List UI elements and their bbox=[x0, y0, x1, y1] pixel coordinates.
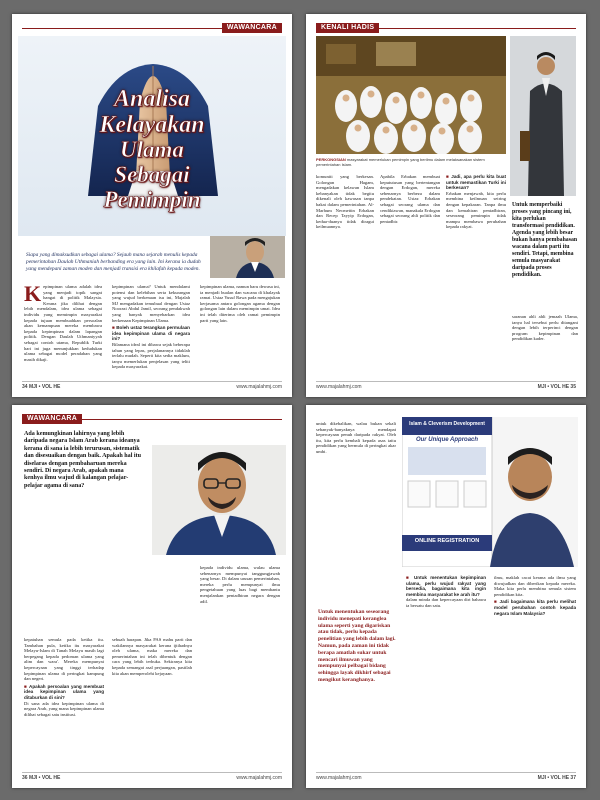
running-head: KENALI HADIS bbox=[316, 23, 379, 33]
classroom-scene-illustration bbox=[316, 36, 506, 154]
footer-url: www.majalahmj.com bbox=[316, 384, 362, 390]
pull-quote: Untuk memperbaiki proses yang pincang ini, kita perlukan transformasi pendidikan. Agenda yang lebih besar bukan hanya pembahasan wacana dalam parti itu sendiri. Tetapi, membina semula masyarakat daripada proses pendidikan. bbox=[512, 202, 578, 278]
body-text: Bilamana ideal ini dibawa sejak beberapa tahun yang lepas, perjalanannya tidaklah terlalu mudah. Seperti kita sedia maklum, ianya memerlukan penjelasan yang teliti kepada masyarakat. bbox=[112, 341, 190, 370]
magazine-page-2 bbox=[306, 14, 586, 397]
question-text: Jadi, apa perlu kita buat untuk memastikan Turki ini berkesan? bbox=[446, 174, 506, 191]
body-column-2 bbox=[112, 637, 192, 767]
online-registration-banner: ONLINE REGISTRATION bbox=[414, 538, 480, 544]
body-text: untuk dikebalikan, walau bukan sekali sebanyak-banyaknya mendapat kepercayaan penuh daripada rakyat. Oleh itu, kita perlu kembali kepada asas iaitu pendidikan yang bermula di peringkat akar umbi. bbox=[316, 421, 396, 454]
body-text: saranan ahli ahli jemaah Ulama, ianya hal tersebut perlu ditangani dengan lebih terperinci dengan program kepimpinan dan pendidikan kader. bbox=[512, 314, 578, 342]
body-column-2 bbox=[380, 174, 440, 379]
page-number: MJI • VOL HE 37 bbox=[537, 775, 576, 781]
body-text: kepada individu ulama, walau ulama sebenarnya mempunyai tanggungjawab yang besar. Di dalam urusan pemerintahan, mereka perlu mempunyai ilmu pengetahuan yang luas bagi membantu menjalankan pentadbiran negara dengan adil. bbox=[200, 565, 280, 604]
body-text: dalam minda dan kepercayaan diri bahawa ia bersatu dan satu. bbox=[406, 597, 486, 608]
body-column-3 bbox=[494, 575, 576, 767]
question-text: Apakah persoalan yang membuat idea kepimpinan ulama yang ditaburkan di sini? bbox=[24, 683, 104, 700]
body-text: ilmu, maklah cacat kerana ada ilmu yang diwujudkan dan diberikan kepada mereka. Maka kita perlu membina semula sistem pendidikan kita. bbox=[494, 575, 576, 597]
title-line-4: Sebagai bbox=[114, 162, 190, 187]
interview-question: ■ Jadi bagaimana kita perlu melihat model perubahan contoh kepada negara Islam Malaysia? bbox=[494, 599, 576, 616]
body-text: kepimpinan ulama? Untuk mendalami potensi dan kelebihan serta kekurangan yang wujud berkenaan isu ini, Majalah MJ mengadakan temubual dengan Ustaz Noorazi Abdul Jamil, seorang pendakwah yang banyak menyebarkan idea berkenaan Kepimpinan Ulama. bbox=[112, 284, 190, 323]
photo-caption bbox=[316, 157, 506, 167]
pull-quote: Untuk menentukan seseorang individu menepati keranglea ulama seperti yang digariskan atau tidak, perlu kepada penelitian yang lebih dalam lagi. Namun, pada zaman ini tidak berapa amatlah sukar untuk mencari ilmuwan yang mempunyai pelbagai bidang sehingga layak dikhirf sebagai mengikut keranghanya. bbox=[318, 609, 396, 683]
speaker-illustration bbox=[510, 36, 576, 196]
question-text: Untuk menentukan kepimpinan ulama, perlu wujud rakyat yang bersedia, bagaimana kita ingin membina masyarakat ke arah itu? bbox=[406, 575, 486, 597]
speaker-photo bbox=[510, 36, 576, 196]
body-text: kepatuhan semula pada ketika itu. Tambahan pula, ketika itu masyarakat Melayu-Islam di Tanah Melayu masih lagi berpegang kepada pedoman ulama yang alim dan wara'. Mereka mempunyai kepercayaan yang tinggi terhadap kepimpinan ulama di peringkat kampung dan negeri. bbox=[24, 637, 104, 682]
body-column-1 bbox=[316, 174, 374, 379]
caption-text: masyarakat memerlukan pemimpin yang berilmu dalam melaksanakan sistem pemerintahan Islam. bbox=[316, 157, 485, 167]
body-column-1 bbox=[24, 284, 102, 374]
interviewee-photo bbox=[152, 445, 286, 555]
header-rule bbox=[22, 28, 222, 29]
page-number: 36 MJI • VOL HE bbox=[22, 775, 61, 781]
page-footer bbox=[316, 381, 576, 391]
body-text: komuniti yang berkesan. Golongan Hagam, mengadakan kelawan Islam kebanyakan tidak begitu dikenali oleh kawasan tanpa bakat dalam pemerintahan. Al-Marhum Necmettin Erbakan dan Recep Tayyip Erdogan, kedua-duanya tidak diragui keilmuannya. bbox=[316, 174, 374, 230]
body-text: Erbakan menjawab, kita perlu membina keilmuan seiring dengan kepakaran. Tanpa ilmu dan kemahiran pentadbiran, seseorang pemimpin tidak mampu membawa perubahan kepada rakyat. bbox=[446, 190, 506, 230]
page-footer bbox=[22, 381, 282, 391]
page-number: 34 MJI • VOL HE bbox=[22, 384, 61, 390]
magazine-page-3 bbox=[12, 405, 292, 788]
man-portrait-illustration bbox=[210, 236, 285, 278]
body-column-2 bbox=[406, 575, 486, 767]
title-line-3: Ulama bbox=[120, 137, 184, 162]
classroom-photo bbox=[316, 36, 506, 154]
body-text: kepimpinan ulama, namun baru dewasa ini, ia menjadi bualan dan wacana di khalayak ramai. Ustaz Yusuf Rawa pada mengajukan kerjasama antara golongan agama dengan golongan lain dalam memimpin umat. Idea ini telah diterima oleh ramai pemimpin parti yang lain. bbox=[200, 284, 280, 323]
man-with-glasses-illustration bbox=[152, 445, 286, 555]
footer-url: www.majalahmj.com bbox=[316, 775, 362, 781]
interview-question: ■ Boleh ustaz terangkan permulaan idea kepimpinan ulama di negara ini? bbox=[112, 325, 190, 342]
body-text: Di sana ada idea kepimpinan ulama di negara Arab, yang mana kepimpinan ulama dilihat sebagai satu institusi. bbox=[24, 700, 104, 717]
body-text: epimpinan ulama adalah idea yang menjadi topik sangat hangat di politik Malaysia. Kerana jika dilihat dengan lebih mendalam, idea ulama sebagai individu yang memimpin masyarakat kepada tujuan membuahkan persoalan akan kemampuan mereka membawa kepada kepimpinan dalam lapangan politik. Dengan Daulah Uthmaniyyah sebagai contoh utama, Republik Turki hari ini juga menunjukkan kedudukan ulama sebagai model peradaban yang masih dikaji. bbox=[24, 284, 102, 362]
body-column-3 bbox=[446, 174, 506, 379]
question-text: Jadi bagaimana kita perlu melihat model perubahan contoh kepada negara Islam Malaysia? bbox=[494, 599, 576, 616]
body-column-2 bbox=[112, 284, 190, 374]
poster-subtitle: Our Unique Approach bbox=[415, 437, 479, 443]
running-head: WAWANCARA bbox=[222, 23, 282, 33]
caption-label: PERKONGSIAN bbox=[316, 157, 346, 162]
body-column-3 bbox=[200, 565, 280, 767]
body-column-1 bbox=[24, 637, 104, 767]
magazine-page-1 bbox=[12, 14, 292, 397]
running-head: WAWANCARA bbox=[22, 414, 82, 424]
body-column-4 bbox=[512, 314, 578, 378]
page-footer bbox=[316, 772, 576, 782]
page-number: MJI • VOL HE 35 bbox=[537, 384, 576, 390]
magazine-page-4 bbox=[306, 405, 586, 788]
drop-cap: K bbox=[24, 284, 42, 306]
body-column-1 bbox=[316, 421, 396, 601]
body-column-3 bbox=[200, 284, 280, 374]
event-photo bbox=[402, 417, 578, 567]
header-rule bbox=[376, 28, 576, 29]
footer-url: www.majalahmj.com bbox=[236, 384, 282, 390]
interview-question: ■ Jadi, apa perlu kita buat untuk memastikan Turki ini berkesan? bbox=[446, 174, 506, 191]
title-line-1: Analisa bbox=[113, 86, 191, 112]
question-text: Boleh ustaz terangkan permulaan idea kepimpinan ulama di negara ini? bbox=[112, 325, 190, 342]
title-line-5: Pemimpin bbox=[103, 187, 201, 212]
interviewee-portrait bbox=[210, 236, 285, 278]
poster-title: Islam & Cleverism Development bbox=[409, 421, 485, 427]
page-footer bbox=[22, 772, 282, 782]
header-rule bbox=[82, 419, 282, 420]
interview-question: ■ Apakah persoalan yang membuat idea kepimpinan ulama yang ditaburkan di sini? bbox=[24, 683, 104, 700]
pull-quote: Ada kemungkinan lahirnya yang lebih daripada negara Islam Arab kerana ideanya kerana di sana ia lebih terurusan, sistematik dan disesuaikan dengan baik. Apakah hal itu diselaras dengan pembaharuan mereka sendiri. Di negara Arab, apakah mana kenhya ilmu wajud di kalangan pelajar-pelajar agama di sana? bbox=[24, 431, 142, 489]
body-text: sebuah harapan. Jika PAS mahu parti dan wakilannya masyarakat kerana ijtihadnya oleh ulama, maka mereka dan pemerintahan ini telah dibentuk dengan cara yang lebih terbuka. Sekiranya kita kepada semangat asal perjuangan, pastilah kita akan memperolehi kejayaan. bbox=[112, 637, 192, 676]
title-line-2: Kelayakan bbox=[99, 112, 205, 138]
article-lede: Siapa yang dimaksudkan sebagai ulama? Sejauh mana sejarah menulis kepada pemerintahan Daulah Uthmaniah berbanding era yang lain. Ini kerana ia dudah yang mendepani zaman moden dan menjadi transisi era khilafah kepada moden. bbox=[26, 252, 201, 272]
body-text: Apabila Erbakan membuat kepututusan yang bertentangan dengan Erdogan, mereka sebenarnya berbeza dalam pendekatan. Ustaz Erbakan sebagai seorang ulama dan cendikiawan, manakala Erdogan sebagai seorang ahli politik dan pentadbir. bbox=[380, 174, 440, 224]
interview-question: ■ Untuk menentukan kepimpinan ulama, perlu wujud rakyat yang bersedia, bagaimana kita ingin membina masyarakat ke arah itu? bbox=[406, 575, 486, 597]
footer-url: www.majalahmj.com bbox=[236, 775, 282, 781]
hero-image bbox=[18, 36, 286, 236]
